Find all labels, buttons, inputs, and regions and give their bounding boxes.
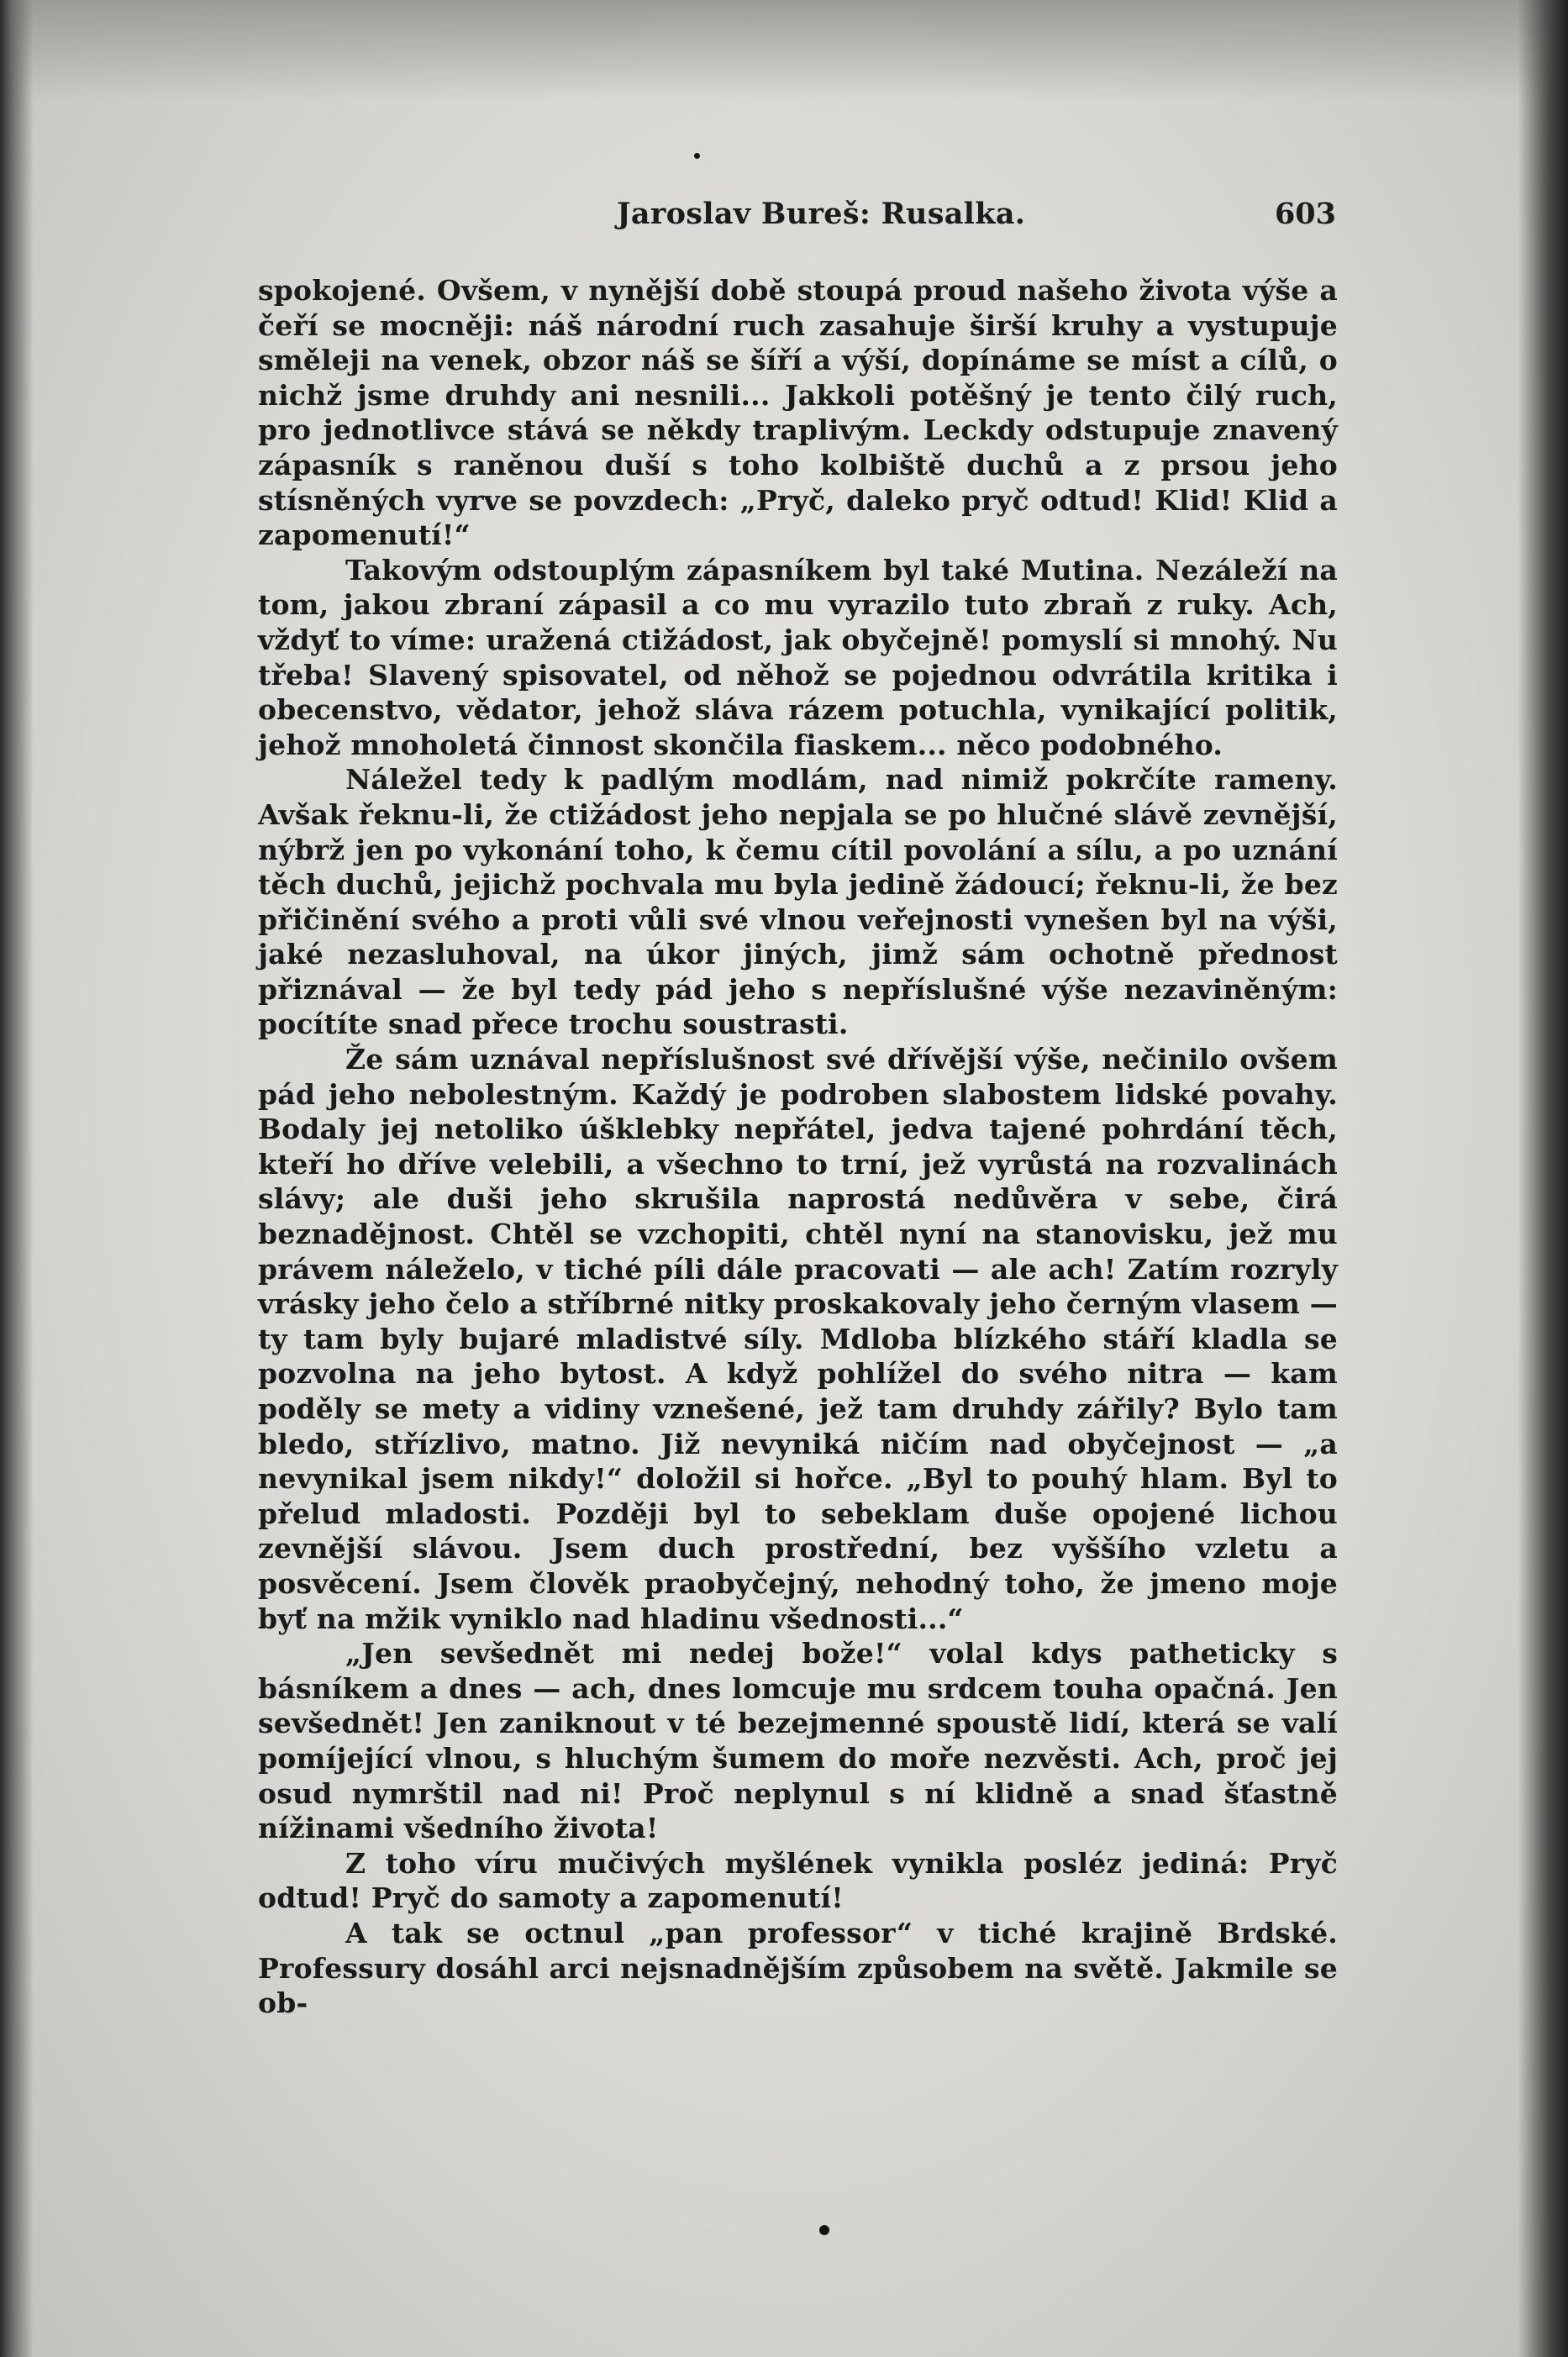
ink-speck (694, 153, 700, 159)
paragraph: Z toho víru mučivých myšlének vynikla posléz jediná: Pryč odtud! Pryč do samoty a zapomenutí! (258, 1846, 1338, 1915)
paragraph: „Jen sevšednět mi nedej bože!“ volal kdys patheticky s básníkem a dnes — ach, dnes lomcuje mu srdcem touha opačná. Jen sevšednět! Jen zaniknout v té bezejmenné spoustě lidí, která se valí pomíjející vlnou, s hluchým šumem do moře nezvěsti. Ach, proč jej osud nymrštil nad ni! Proč neplynul s ní klidně a snad šťastně nížinami všedního života! (258, 1637, 1338, 1845)
page-number: 603 (1274, 197, 1336, 231)
paragraph: spokojené. Ovšem, v nynější době stoupá proud našeho života výše a čeří se mocněji: náš národní ruch zasahuje širší kruhy a vystupuje směleji na venek, obzor náš se šíří a výší, dopínáme se míst a cílů, o nichž jsme druhdy ani nesnili... Jakkoli potěšný je tento čilý ruch, pro jednotlivce stává se někdy traplivým. Leckdy odstupuje znavený zápasník s raněnou duší s toho kolbiště duchů a z prsou jeho stísněných vyrve se povzdech: „Pryč, daleko pryč odtud! Klid! Klid a zapomenutí!“ (258, 274, 1338, 552)
paragraph: Náležel tedy k padlým modlám, nad nimiž pokrčíte rameny. Avšak řeknu-li, že ctižádost jeho nepjala se po hlučné slávě zevnější, nýbrž jen po vykonání toho, k čemu cítil povolání a sílu, a po uznání těch duchů, jejichž pochvala mu byla jedině žádoucí; řeknu-li, že bez přičinění svého a proti vůli své vlnou veřejnosti vynešen byl na výši, jaké nezasluhoval, na úkor jiných, jimž sám ochotně přednost přiznával — že byl tedy pád jeho s nepříslušné výše nezaviněným: pocítíte snad přece trochu soustrasti. (258, 763, 1338, 1041)
scan-shadow-right (1518, 0, 1568, 2357)
scan-shadow-top (0, 0, 1568, 101)
body-text (258, 273, 1338, 2021)
paragraph: Takovým odstouplým zápasníkem byl také Mutina. Nezáleží na tom, jakou zbraní zápasil a co mu vyrazilo tuto zbraň z ruky. Ach, vždyť to víme: uražená ctižádost, jak obyčejně! pomyslí si mnohý. Nu třeba! Slavený spisovatel, od něhož se pojednou odvrátila kritika i obecenstvo, vědator, jehož sláva rázem potuchla, vynikající politik, jehož mnoholetá činnost skončila fiaskem... něco podobného. (258, 553, 1338, 761)
ink-speck (819, 2225, 829, 2235)
paragraph: A tak se octnul „pan professor“ v tiché krajině Brdské. Professury dosáhl arci nejsnadnějším způsobem na světě. Jakmile se ob- (258, 1916, 1338, 2020)
running-title: Jaroslav Bureš: Rusalka. (617, 197, 1026, 231)
scan-shadow-left (0, 0, 34, 2357)
paragraph: Že sám uznával nepříslušnost své dřívější výše, nečinilo ovšem pád jeho nebolestným. Každý je podroben slabostem lidské povahy. Bodaly jej netoliko úšklebky nepřátel, jedva tajené pohrdání těch, kteří ho dříve velebili, a všechno to trní, jež vyrůstá na rozvalinách slávy; ale duši jeho skrušila naprostá nedůvěra v sebe, čirá beznadějnost. Chtěl se vzchopiti, chtěl nyní na stanovisku, jež mu právem náleželo, v tiché píli dále pracovati — ale ach! Zatím rozryly vrásky jeho čelo a stříbrné nitky proskakovaly jeho černým vlasem — ty tam byly bujaré mladistvé síly. Mdloba blízkého stáří kladla se pozvolna na jeho bytost. A když pohlížel do svého nitra — kam poděly se mety a vidiny vznešené, jež tam druhdy zářily? Bylo tam bledo, střízlivo, matno. Již nevyniká ničím nad obyčejnost — „a nevynikal jsem nikdy!“ doložil si hořce. „Byl to pouhý hlam. Byl to přelud mladosti. Později byl to sebeklam duše opojené lichou zevnější slávou. Jsem duch prostřední, bez vyššího vzletu a posvěcení. Jsem člověk praobyčejný, nehodný toho, že jmeno moje byť na mžik vyniklo nad hladinu všednosti...“ (258, 1043, 1338, 1635)
running-header (260, 197, 1336, 239)
